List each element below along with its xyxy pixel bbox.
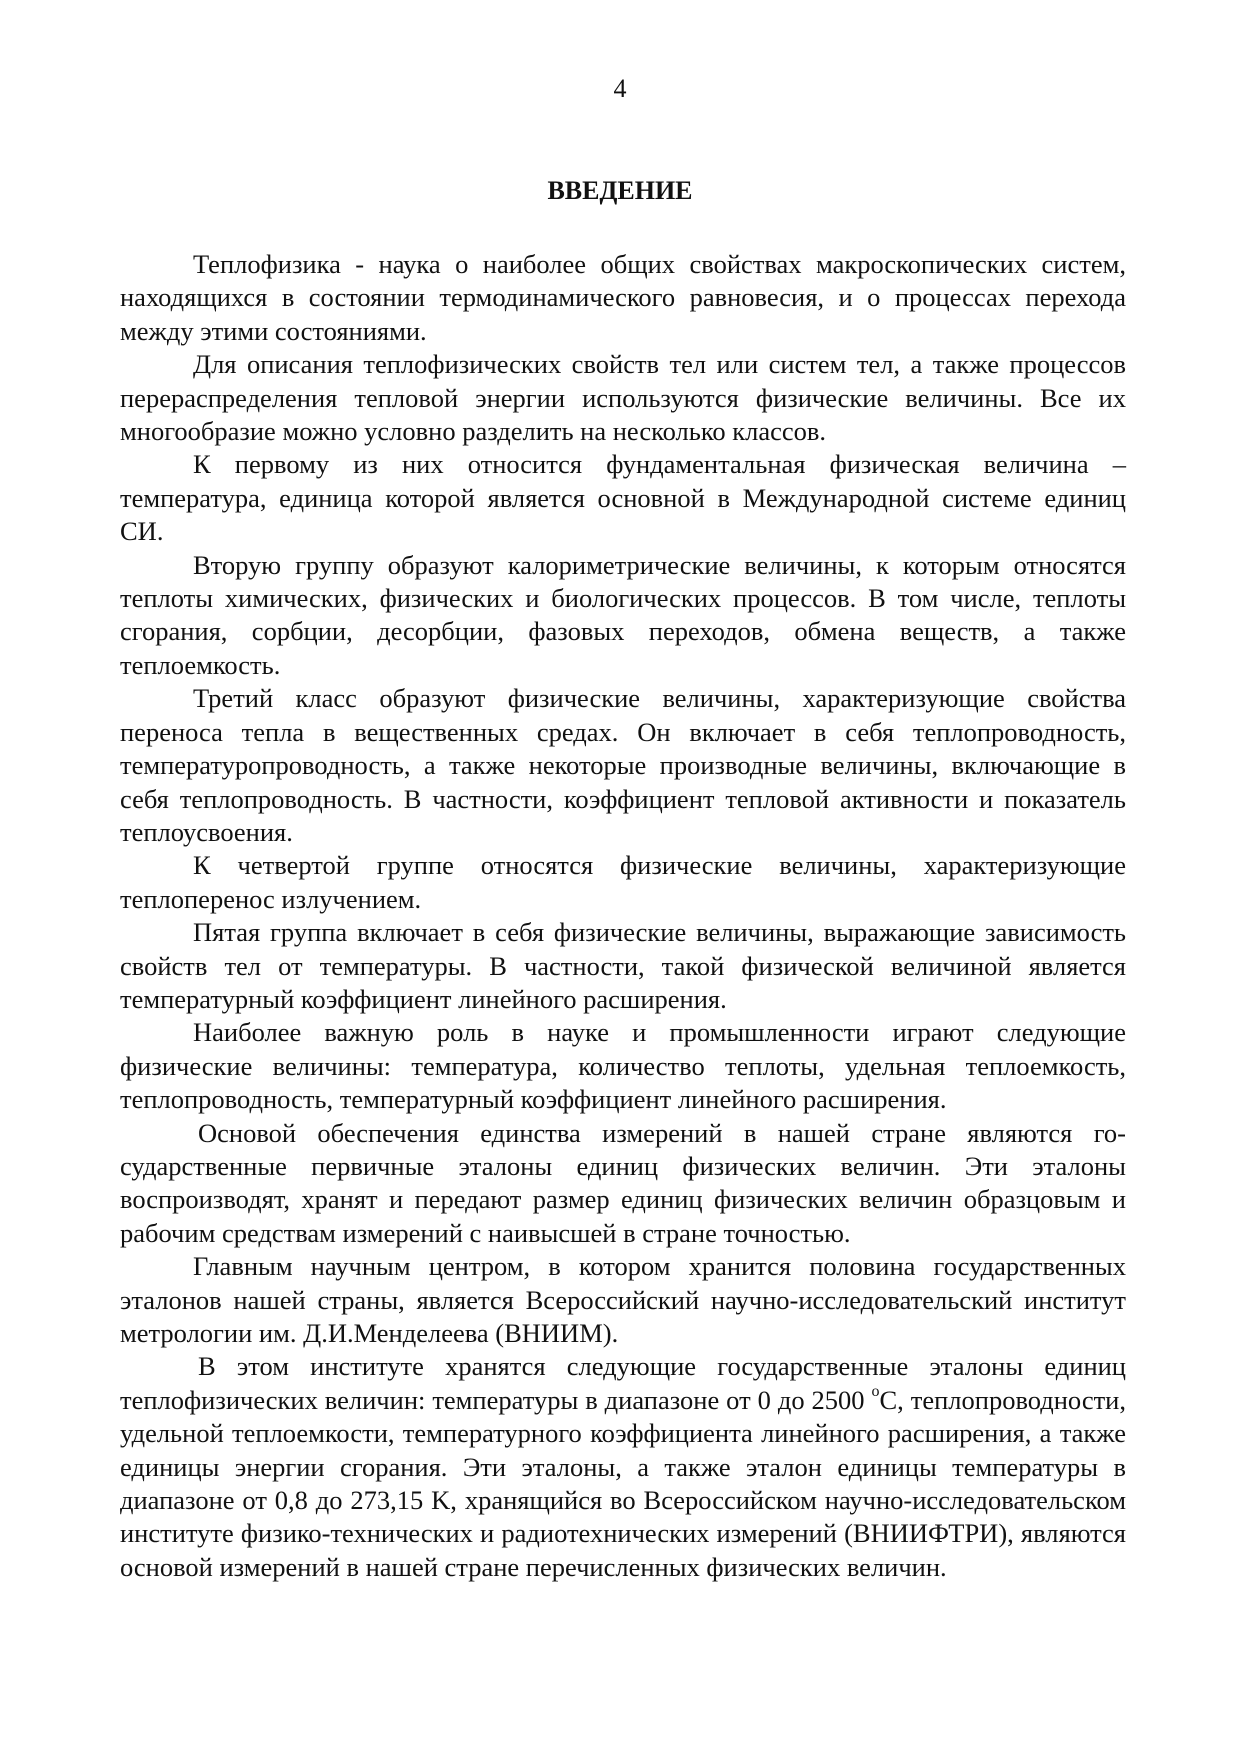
page-number: 4 xyxy=(613,74,627,103)
degree-superscript: o xyxy=(871,1382,880,1400)
page-title-text: ВВЕДЕНИЕ xyxy=(547,176,693,205)
body-text xyxy=(120,248,1126,1584)
paragraph-6: К четвертой группе относятся физические величины, характеризующие теплоперенос излучением. xyxy=(120,850,1126,914)
paragraph-11 xyxy=(120,1350,1126,1584)
paragraph-8: Наиболее важную роль в науке и промышленности играют следующие физические величины: температура, количество теплоты, удельная теплоемкость, теплопроводность, температурный коэффициент линейного расширения. xyxy=(120,1017,1126,1115)
paragraph-11-part-1: В этом институте хранятся следующие государственные эталоны единиц теплофизических величин: температуры в диапазоне от 0 до 2500 xyxy=(120,1351,1126,1415)
paragraph-4: Вторую группу образуют калориметрические величины, к которым относятся теплоты химических, физических и биологических процессов. В том числе, теплоты сгорания, сорбции, десорбции, фазовых переходов, обмена веществ, а также теплоемкость. xyxy=(120,549,1126,680)
paragraph-10: Главным научным центром, в котором хранится половина государственных эталонов нашей страны, является Всероссийский научно-исследовательский институт метрологии им. Д.И.Менделеева (ВНИИМ). xyxy=(120,1251,1126,1348)
paragraph-1: Теплофизика - наука о наиболее общих свойствах макроскопических систем, находящихся в состоянии термодинамического равновесия, и о процессах перехода между этими состояниями. xyxy=(120,249,1126,346)
paragraph-3: К первому из них относится фундаментальная физическая величина – температура, единица которой является основной в Международной системе единиц СИ. xyxy=(120,449,1126,547)
paragraph-9: Основой обеспечения единства измерений в нашей стране являются государственные первичные эталоны единиц физических величин. Эти эталоны воспроизводят, хранят и передают размер единиц физических величин образцовым и рабочим средствам измерений с наивысшей в стране точностью. xyxy=(120,1117,1126,1248)
page-title xyxy=(0,176,1240,206)
paragraph-2: Для описания теплофизических свойств тел или систем тел, а также процессов перераспределения тепловой энергии используются физические величины. Все их многообразие можно условно разделить на несколько классов. xyxy=(120,349,1126,447)
paragraph-11-part-2: C, теплопроводности, удельной теплоемкости, температурного коэффициента линейного расширения, а также единицы энергии сгорания. Эти эталоны, а также эталон единицы температуры в диапазоне от 0,8 до 273,15 K, хранящийся во Всероссийском научно-исследовательском институте физико-технических и радиотехнических измерений (ВНИИФТРИ), являются основой измерений в нашей стране перечисленных физических величин. xyxy=(120,1384,1126,1582)
paragraph-7: Пятая группа включает в себя физические величины, выражающие зависимость свойств тел от температуры. В частности, такой физической величиной является температурный коэффициент линейного расширения. xyxy=(120,917,1126,1014)
paragraph-5: Третий класс образуют физические величины, характеризующие свойства переноса тепла в вещественных средах. Он включает в себя теплопроводность, температуропроводность, а также некоторые производные величины, включающие в себя теплопроводность. В частности, коэффициент тепловой активности и показатель теплоусвоения. xyxy=(120,683,1126,847)
